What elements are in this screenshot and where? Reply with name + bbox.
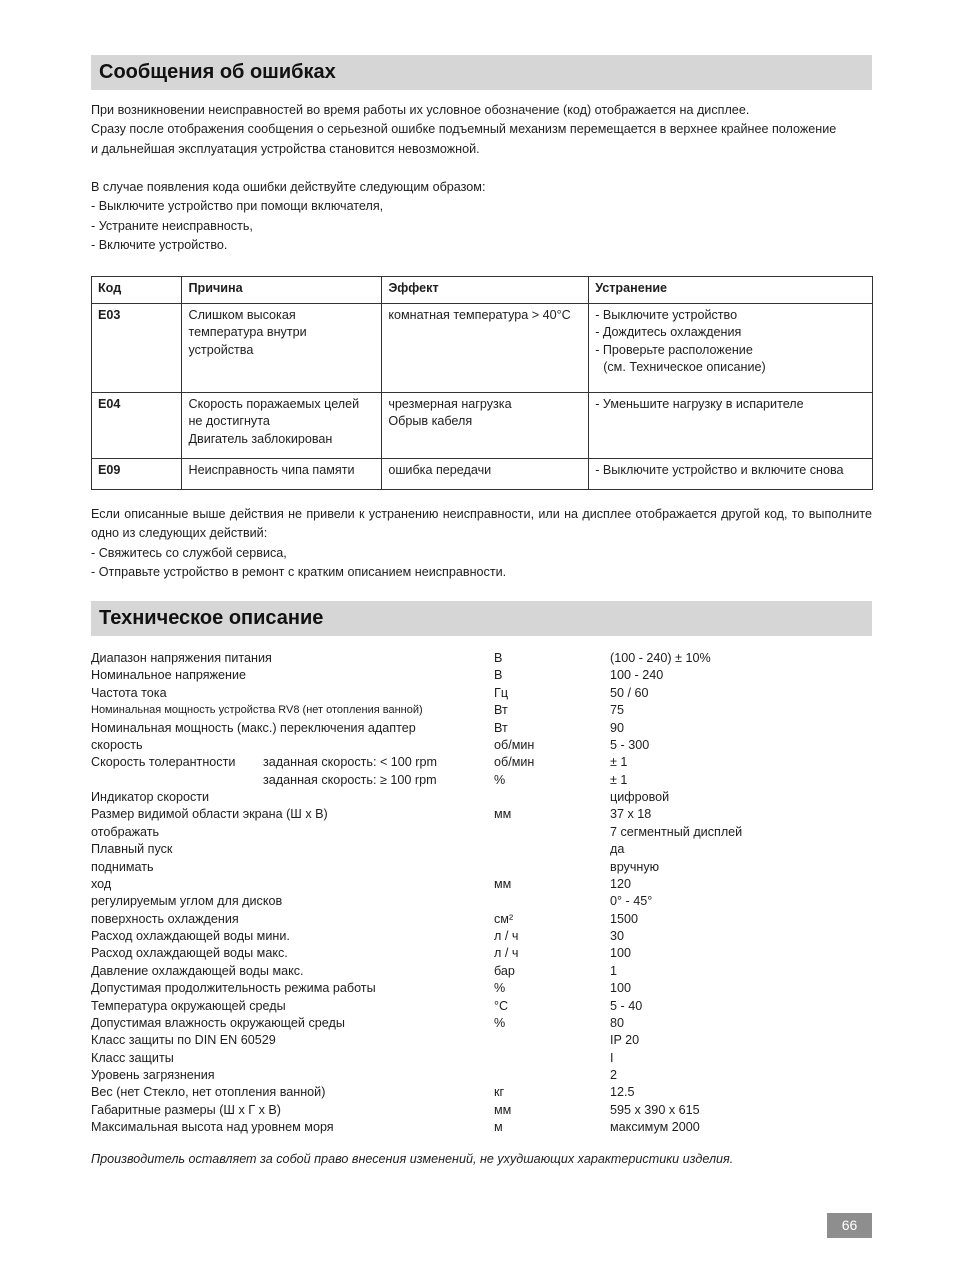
cause-line: Скорость поражаемых целей — [188, 397, 360, 411]
cause-line: устройства — [188, 342, 254, 357]
after-text: Если описанные выше действия не привели к устранению неисправности, или на дисплее отображается другой код, то выполните одно из следующих действий: — [91, 507, 872, 541]
spec-label: Давление охлаждающей воды макс. — [91, 963, 304, 978]
spec-condition: заданная скорость: < 100 rpm — [263, 755, 438, 770]
spec-unit: л / ч — [494, 929, 519, 943]
spec-row — [91, 963, 872, 980]
spec-unit: об/мин — [494, 737, 535, 752]
spec-value: 12.5 — [610, 1085, 635, 1100]
steps-intro: В случае появления кода ошибки действуйте следующим образом: — [91, 180, 486, 194]
spec-value: 1 — [610, 963, 618, 978]
spec-label: Плавный пуск — [91, 842, 173, 857]
spec-value: (100 - 240) ± 10% — [610, 651, 711, 665]
errors-section-title: Сообщения об ошибках — [91, 55, 872, 90]
spec-label: Уровень загрязнения — [91, 1068, 215, 1082]
spec-value: ± 1 — [610, 772, 628, 787]
error-cause — [182, 393, 382, 459]
spec-row — [91, 1119, 872, 1136]
remedy-line: - Уменьшите нагрузку в испарителе — [595, 397, 804, 411]
spec-row — [91, 998, 872, 1015]
intro-line: При возникновении неисправностей во время работы их условное обозначение (код) отображается на дисплее. — [91, 103, 750, 117]
spec-label: Вес (нет Стекло, нет отопления ванной) — [91, 1085, 326, 1100]
spec-condition: заданная скорость: ≥ 100 rpm — [263, 772, 437, 787]
spec-value: максимум 2000 — [610, 1120, 700, 1135]
spec-row — [91, 1032, 872, 1049]
spec-label: Индикатор скорости — [91, 790, 210, 804]
remedy-line: - Выключите устройство и включите снова — [595, 463, 844, 477]
spec-unit: бар — [494, 963, 515, 978]
spec-value: 80 — [610, 1015, 625, 1030]
spec-label: поднимать — [91, 859, 154, 874]
spec-row — [91, 893, 872, 910]
spec-label: Диапазон напряжения питания — [91, 651, 272, 665]
page-number: 66 — [827, 1213, 872, 1238]
spec-row — [91, 876, 872, 893]
spec-row — [91, 1084, 872, 1101]
spec-row — [91, 824, 872, 841]
spec-table — [91, 650, 872, 1137]
error-cause — [182, 304, 382, 393]
spec-row — [91, 980, 872, 997]
spec-label: Размер видимой области экрана (Ш x В) — [91, 807, 328, 822]
error-effect — [382, 304, 589, 393]
table-row — [92, 304, 873, 393]
spec-unit: л / ч — [494, 946, 519, 961]
error-table-header — [92, 277, 873, 304]
spec-value: 7 сегментный дисплей — [610, 824, 743, 839]
spec-row — [91, 1050, 872, 1067]
spec-row — [91, 1067, 872, 1084]
spec-value: 90 — [610, 720, 625, 735]
header-effect: Эффект — [382, 277, 589, 304]
table-row — [92, 393, 873, 459]
error-remedy — [589, 459, 873, 490]
errors-after — [91, 505, 872, 582]
spec-unit: мм — [494, 876, 512, 891]
errors-steps — [91, 178, 872, 255]
header-remedy: Устранение — [589, 277, 873, 304]
spec-row — [91, 702, 872, 719]
spec-row — [91, 1015, 872, 1032]
spec-unit: мм — [494, 807, 512, 822]
spec-label: Температура окружающей среды — [91, 998, 286, 1013]
spec-label: Расход охлаждающей воды макс. — [91, 946, 288, 961]
cause-line: Двигатель заблокирован — [188, 431, 333, 446]
tech-section-title: Техническое описание — [91, 601, 872, 636]
remedy-line: - Дождитесь охлаждения — [595, 325, 742, 340]
spec-unit: м — [494, 1120, 503, 1135]
step-item: - Включите устройство. — [91, 237, 228, 252]
spec-label: скорость — [91, 737, 143, 752]
spec-value: 0° - 45° — [610, 894, 653, 909]
error-remedy — [589, 304, 873, 393]
spec-value: IP 20 — [610, 1033, 640, 1048]
spec-label: Номинальное напряжение — [91, 668, 247, 683]
error-code: E09 — [92, 459, 182, 490]
spec-value: цифровой — [610, 790, 670, 804]
error-code: E03 — [92, 304, 182, 393]
remedy-line: - Выключите устройство — [595, 308, 738, 322]
spec-label: поверхность охлаждения — [91, 911, 239, 926]
spec-row — [91, 945, 872, 962]
spec-unit: кг — [494, 1085, 505, 1100]
errors-intro — [91, 101, 872, 159]
spec-value: 100 — [610, 946, 632, 961]
spec-label: Допустимая влажность окружающей среды — [91, 1015, 345, 1030]
remedy-line: (см. Техническое описание) — [603, 359, 766, 374]
error-code: E04 — [92, 393, 182, 459]
spec-row — [91, 685, 872, 702]
spec-label: Допустимая продолжительность режима работы — [91, 981, 376, 996]
spec-label: Номинальная мощность (макс.) переключения адаптер — [91, 720, 416, 735]
intro-line: и дальнейшая эксплуатация устройства становится невозможной. — [91, 141, 480, 156]
cause-line: Слишком высокая — [188, 308, 296, 322]
spec-value: ± 1 — [610, 755, 628, 770]
spec-label: Класс защиты по DIN EN 60529 — [91, 1033, 276, 1048]
spec-value: 100 — [610, 981, 632, 996]
spec-row — [91, 806, 872, 823]
spec-unit: % — [494, 772, 506, 787]
error-effect — [382, 393, 589, 459]
spec-row — [91, 754, 872, 771]
error-remedy — [589, 393, 873, 459]
spec-row — [91, 737, 872, 754]
disclaimer-note: Производитель оставляет за собой право внесения изменений, не ухудшающих характеристики изделия. — [91, 1152, 734, 1166]
spec-row — [91, 911, 872, 928]
error-effect — [382, 459, 589, 490]
spec-row — [91, 650, 872, 667]
spec-value: I — [610, 1050, 614, 1065]
spec-value: 2 — [610, 1068, 618, 1082]
spec-label: Расход охлаждающей воды мини. — [91, 929, 290, 943]
spec-label: Максимальная высота над уровнем моря — [91, 1120, 334, 1135]
step-item: - Устраните неисправность, — [91, 218, 253, 233]
spec-unit: мм — [494, 1102, 512, 1117]
spec-row — [91, 928, 872, 945]
spec-label: Частота тока — [91, 685, 167, 700]
table-row — [92, 459, 873, 490]
spec-label: отображать — [91, 824, 160, 839]
spec-value: 75 — [610, 703, 625, 718]
spec-row — [91, 667, 872, 684]
spec-label: Габаритные размеры (Ш x Г x В) — [91, 1102, 281, 1117]
spec-label: Класс защиты — [91, 1050, 174, 1065]
spec-label: ход — [91, 876, 112, 891]
spec-label: Скорость толерантности — [91, 755, 236, 770]
spec-row — [91, 1102, 872, 1119]
after-step: - Отправьте устройство в ремонт с кратким описанием неисправности. — [91, 564, 507, 579]
spec-unit: В — [494, 668, 503, 683]
spec-row — [91, 720, 872, 737]
effect-line: ошибка передачи — [388, 463, 492, 477]
spec-value: 30 — [610, 929, 625, 943]
spec-unit: % — [494, 1015, 506, 1030]
spec-label: регулируемым углом для дисков — [91, 894, 283, 909]
spec-value: 5 - 40 — [610, 998, 643, 1013]
header-cause: Причина — [182, 277, 382, 304]
effect-line: чрезмерная нагрузка — [388, 397, 512, 411]
spec-unit: Гц — [494, 685, 509, 700]
intro-line: Сразу после отображения сообщения о серьезной ошибке подъемный механизм перемещается в верхнее крайнее положение — [91, 122, 837, 137]
spec-unit: °C — [494, 998, 509, 1013]
error-table — [91, 276, 873, 490]
spec-label: Номинальная мощность устройства RV8 (нет отопления ванной) — [91, 704, 423, 717]
spec-row — [91, 772, 872, 789]
step-item: - Выключите устройство при помощи включателя, — [91, 199, 384, 214]
effect-line: комнатная температура > 40°C — [388, 308, 571, 322]
after-step: - Свяжитесь со службой сервиса, — [91, 545, 287, 560]
spec-value: 595 x 390 x 615 — [610, 1102, 700, 1117]
cause-line: температура внутри — [188, 325, 307, 340]
error-cause — [182, 459, 382, 490]
spec-unit: % — [494, 981, 506, 996]
spec-value: 37 x 18 — [610, 807, 652, 822]
spec-unit: об/мин — [494, 755, 535, 770]
spec-unit: Вт — [494, 703, 508, 718]
spec-value: 50 / 60 — [610, 685, 649, 700]
spec-unit: В — [494, 651, 503, 665]
spec-unit: Вт — [494, 720, 508, 735]
cause-line: не достигнута — [188, 414, 270, 429]
cause-line: Неисправность чипа памяти — [188, 463, 355, 477]
spec-value: 1500 — [610, 911, 639, 926]
spec-row — [91, 789, 872, 806]
spec-value: 5 - 300 — [610, 737, 650, 752]
spec-value: да — [610, 842, 625, 857]
header-code: Код — [92, 277, 182, 304]
spec-row — [91, 841, 872, 858]
spec-unit: см² — [494, 911, 514, 926]
spec-row — [91, 859, 872, 876]
spec-value: вручную — [610, 859, 660, 874]
spec-value: 120 — [610, 876, 632, 891]
effect-line: Обрыв кабеля — [388, 414, 473, 429]
spec-value: 100 - 240 — [610, 668, 664, 683]
remedy-line: - Проверьте расположение — [595, 342, 753, 357]
